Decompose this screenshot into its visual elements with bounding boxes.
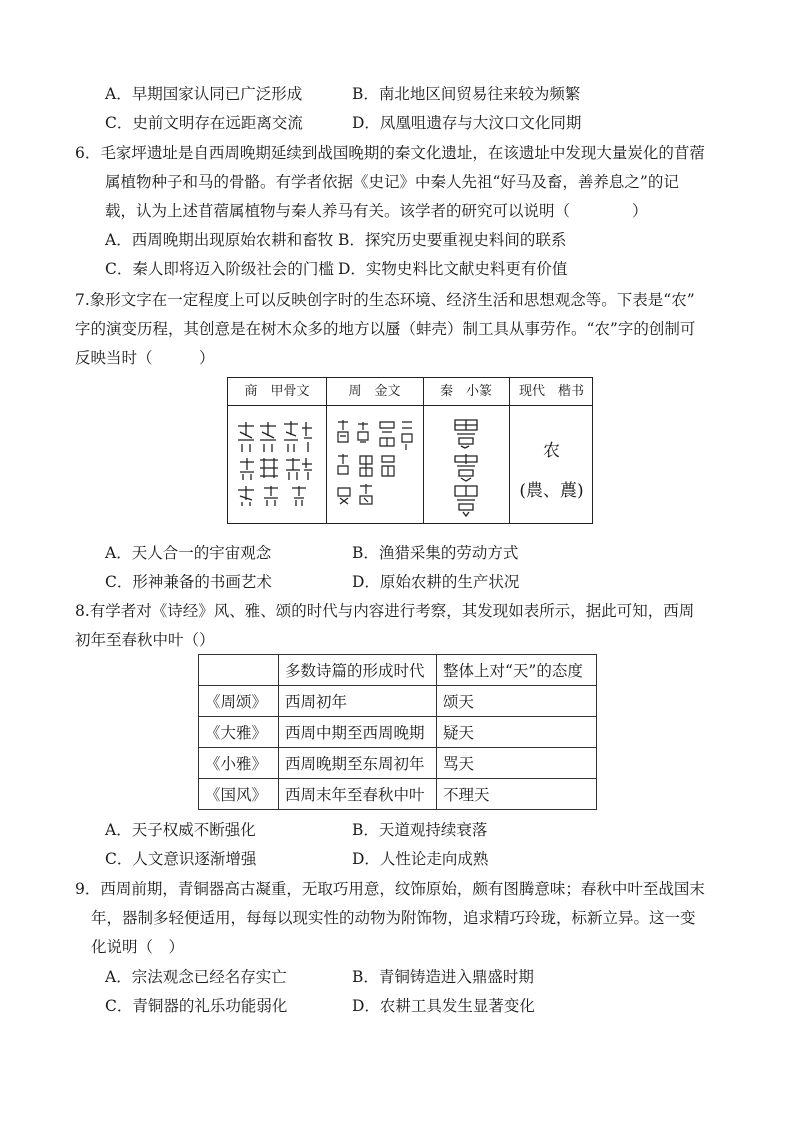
q9-stem-line-3: 化说明（ ） [91,938,185,956]
q7-stem-line-2: 字的演变历程，其创意是在树木众多的地方以蜃（蚌壳）制工具从事劳作。“农”字的创制可 [75,320,696,338]
q9-stem-line-2: 年，器制多轻便适用，每每以现实性的动物为附饰物，追求精巧玲珑，标新立异。这一变 [91,909,696,927]
table-row [199,748,597,779]
table-cell: 西周末年至春秋中叶 [279,779,437,810]
q6-option-d: D．实物史料比文献史料更有价值 [338,260,568,278]
q6-option-a: A．西周晚期出现原始农耕和畜牧 [105,231,334,249]
oracle-bone-header: 商 甲骨文 [244,384,310,399]
q5-option-c: C．史前文明存在远距离交流 [105,114,303,132]
q9-stem-line-1: 9．西周前期，青铜器高古凝重，无取巧用意，纹饰原始，颇有图腾意味；春秋中叶至战国末 [75,880,705,898]
q9-option-a: A．宗法观念已经名存实亡 [105,968,287,986]
small-seal-glyphs-image [451,416,481,520]
q9-option-d: D．农耕工具发生显著变化 [352,997,535,1015]
q7-stem-line-3: 反映当时（ ） [75,349,215,367]
regular-script-variants: (農、蕽) [519,481,584,501]
table-cell: 《大雅》 [199,717,279,748]
q6-stem-line-2: 属植物种子和马的骨骼。有学者依据《史记》中秦人先祖“好马及畜，善养息之”的记 [105,173,679,191]
table-cell: 《小雅》 [199,748,279,779]
table-row [199,779,597,810]
q8-option-d: D．人性论走向成熟 [352,850,489,868]
table-cell: 《周颂》 [199,686,279,717]
regular-script-header: 现代 楷书 [518,384,584,399]
table-row [199,686,597,717]
q8-stem-line-2: 初年至春秋中叶（） [75,631,215,649]
table-header-cell: 整体上对“天”的态度 [437,655,597,686]
q6-option-c: C．秦人即将迈入阶级社会的门槛 [105,260,334,278]
table-cell: 骂天 [437,748,597,779]
q8-option-b: B．天道观持续衰落 [352,821,488,839]
q8-stem-line-1: 8.有学者对《诗经》风、雅、颂的时代与内容进行考察，其发现如表所示，据此可知，西周 [75,602,695,620]
table-cell: 颂天 [437,686,597,717]
q7-stem-line-1: 7.象形文字在一定程度上可以反映创字时的生态环境、经济生活和思想观念等。下表是“农” [75,291,695,309]
table-header-row [199,655,597,686]
table-cell: 西周中期至西周晚期 [279,717,437,748]
table-header-cell [199,655,279,686]
oracle-bone-column [228,378,326,523]
q8-option-c: C．人文意识逐渐增强 [105,850,257,868]
table-cell: 西周晚期至东周初年 [279,748,437,779]
bronze-script-glyphs-image [332,418,418,508]
q7-option-b: B．渔猎采集的劳动方式 [352,544,519,562]
q6-stem-line-1: 6．毛家坪遗址是自西周晚期延续到战国晚期的秦文化遗址，在该遗址中发现大量炭化的苜蓿 [75,144,705,162]
table-cell: 疑天 [437,717,597,748]
table-cell: 《国风》 [199,779,279,810]
table-header-cell: 多数诗篇的形成时代 [279,655,437,686]
q7-option-c: C．形神兼备的书画艺术 [105,573,272,591]
small-seal-column [423,378,509,523]
character-evolution-table [227,377,593,524]
q6-stem-line-3: 载，认为上述苜蓿属植物与秦人养马有关。该学者的研究可以说明（ ） [105,202,648,220]
regular-script-character: 农 [543,441,560,461]
q7-option-a: A．天人合一的宇宙观念 [105,544,272,562]
q7-option-d: D．原始农耕的生产状况 [352,573,520,591]
regular-script-column [509,378,594,523]
q6-option-b: B．探究历史要重视史料间的联系 [338,231,567,249]
table-cell: 不理天 [437,779,597,810]
q5-option-d: D．凤凰咀遗存与大汶口文化同期 [352,114,582,132]
q5-option-a: A．早期国家认同已广泛形成 [105,85,303,103]
small-seal-header: 秦 小篆 [439,384,492,399]
table-row [199,717,597,748]
shijing-table [198,654,597,810]
q8-option-a: A．天子权威不断强化 [105,821,256,839]
table-cell: 西周初年 [279,686,437,717]
bronze-script-column [326,378,423,523]
oracle-bone-glyphs-image [234,418,322,508]
q5-option-b: B．南北地区间贸易往来较为频繁 [352,85,581,103]
q9-option-c: C．青铜器的礼乐功能弱化 [105,997,288,1015]
bronze-script-header: 周 金文 [348,384,401,399]
q9-option-b: B．青铜铸造进入鼎盛时期 [352,968,534,986]
